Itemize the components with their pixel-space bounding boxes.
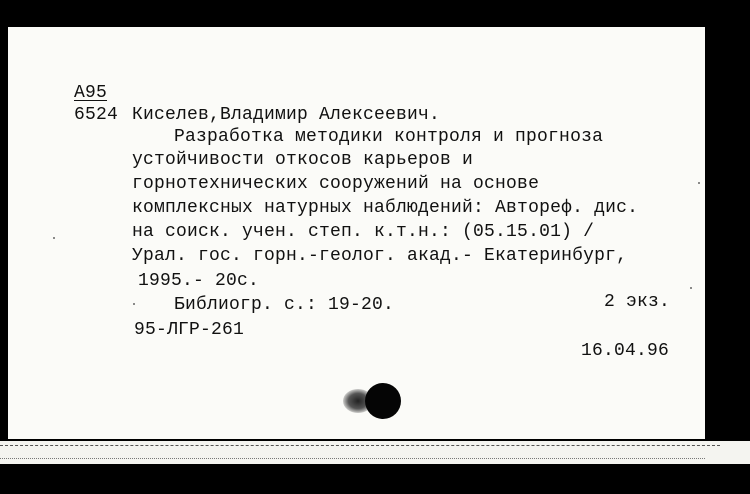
bibliography-note: Библиогр. с.: 19-20. xyxy=(174,295,395,315)
title-line-5: на соиск. учен. степ. к.т.н.: (05.15.01) / xyxy=(132,222,595,242)
speck xyxy=(133,303,135,305)
edge-rule xyxy=(0,458,705,459)
shelfmark: 95-ЛГР-261 xyxy=(134,320,245,340)
card-bottom-edge xyxy=(0,441,750,464)
shelf-code: А95 xyxy=(74,83,108,103)
title-line-4: комплексных натурных наблюдений: Автореф. дис. xyxy=(132,198,639,218)
catalog-card xyxy=(8,27,705,439)
speck xyxy=(690,287,692,289)
punch-hole xyxy=(365,383,401,419)
entry-number: 6524 xyxy=(74,105,119,125)
speck xyxy=(53,237,55,239)
title-line-3: горнотехнических сооружений на основе xyxy=(132,174,540,194)
date-stamp: 16.04.96 xyxy=(581,341,670,361)
title-line-2: устойчивости откосов карьеров и xyxy=(132,150,474,170)
copies-count: 2 экз. xyxy=(604,292,671,312)
heading-row xyxy=(74,104,440,126)
title-line-6: Урал. гос. горн.-геолог. акад.- Екатеринбург, xyxy=(132,246,628,266)
edge-rule xyxy=(0,445,720,446)
title-line-7: 1995.- 20с. xyxy=(138,271,260,291)
author-name: Киселев,Владимир Алексеевич. xyxy=(132,105,441,125)
speck xyxy=(698,182,700,184)
title-line-1: Разработка методики контроля и прогноза xyxy=(174,127,604,147)
